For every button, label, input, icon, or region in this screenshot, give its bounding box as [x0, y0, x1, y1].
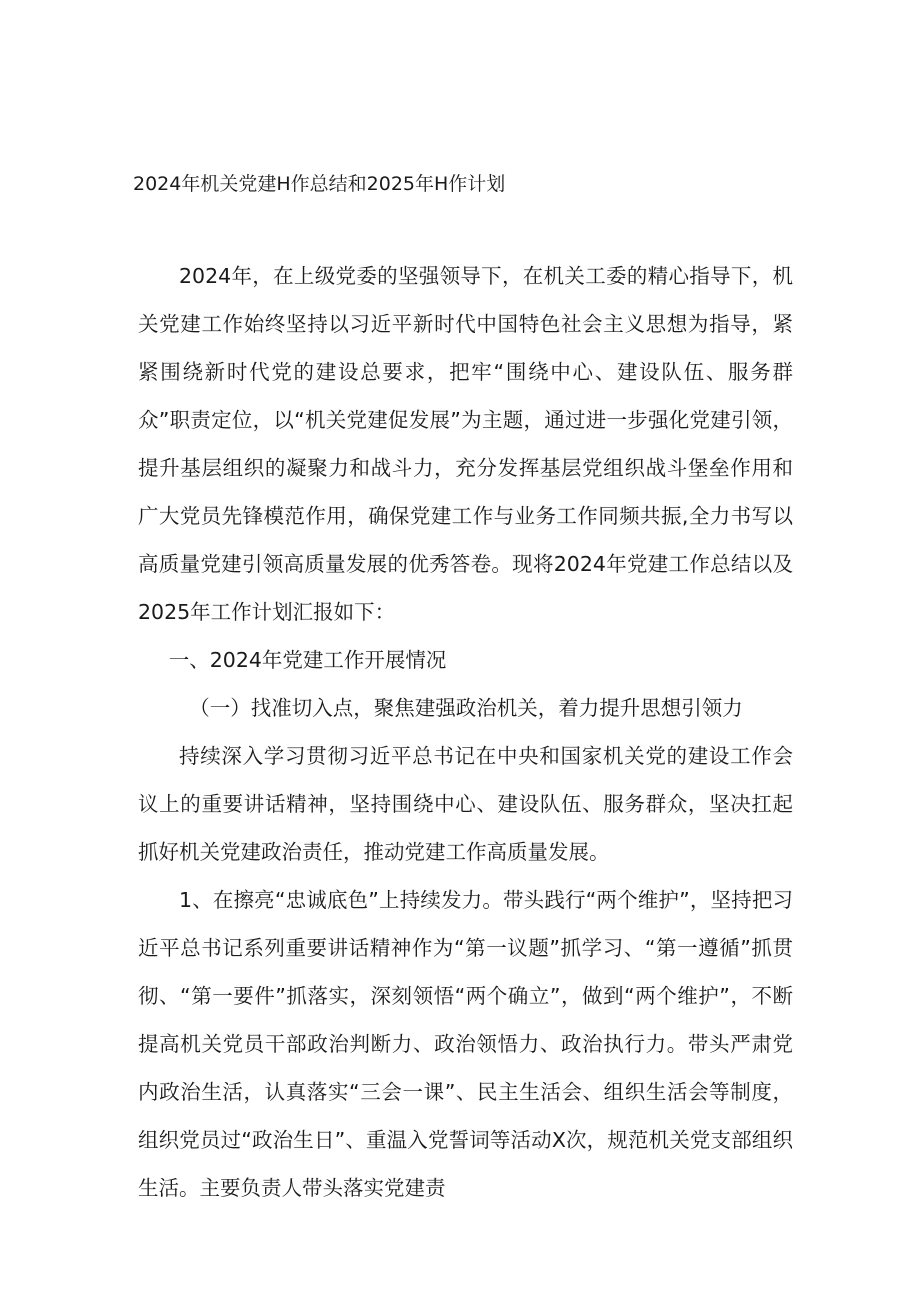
body-paragraph-item-1: 1、在擦亮“忠诚底色”上持续发力。带头践行“两个维护”，坚持把习近平总书记系列重要讲话精神作为“第一议题”抓学习、“第一遵循”抓贯彻、“第一要件”抓落实，深刻领悟“两个确立”，做到“两个维护”，不断提高机关党员干部政治判断力、政治领悟力、政治执行力。带头严肃党内政治生活，认真落实“三会一课”、民主生活会、组织生活会等制度，组织党员过“政治生日”、重温入党誓词等活动X次，规范机关党支部组织生活。主要负责人带头落实党建责 — [138, 888, 793, 1200]
document-title: 2024年机关党建H作总结和2025年H作计划 — [133, 173, 506, 195]
document-body — [138, 252, 793, 1212]
body-paragraph: 持续深入学习贯彻习近平总书记在中央和国家机关党的建设工作会议上的重要讲话精神，坚持围绕中心、建设队伍、服务群众，坚决扛起抓好机关党建政治责任，推动党建工作高质量发展。 — [138, 744, 793, 864]
section-heading: 一、2024年党建工作开展情况 — [168, 648, 447, 672]
intro-paragraph: 2024年，在上级党委的坚强领导下，在机关工委的精心指导下，机关党建工作始终坚持以习近平新时代中国特色社会主义思想为指导，紧紧围绕新时代党的建设总要求，把牢“围绕中心、建设队伍、服务群众”职责定位，以“机关党建促发展”为主题，通过进一步强化党建引领，提升基层组织的凝聚力和战斗力，充分发挥基层党组织战斗堡垒作用和广大党员先锋模范作用，确保党建工作与业务工作同频共振,全力书写以高质量党建引领高质量发展的优秀答卷。现将2024年党建工作总结以及2025年工作计划汇报如下： — [138, 264, 793, 624]
subsection-heading: （一）找准切入点，聚焦建强政治机关，着力提升思想引领力 — [189, 696, 743, 720]
